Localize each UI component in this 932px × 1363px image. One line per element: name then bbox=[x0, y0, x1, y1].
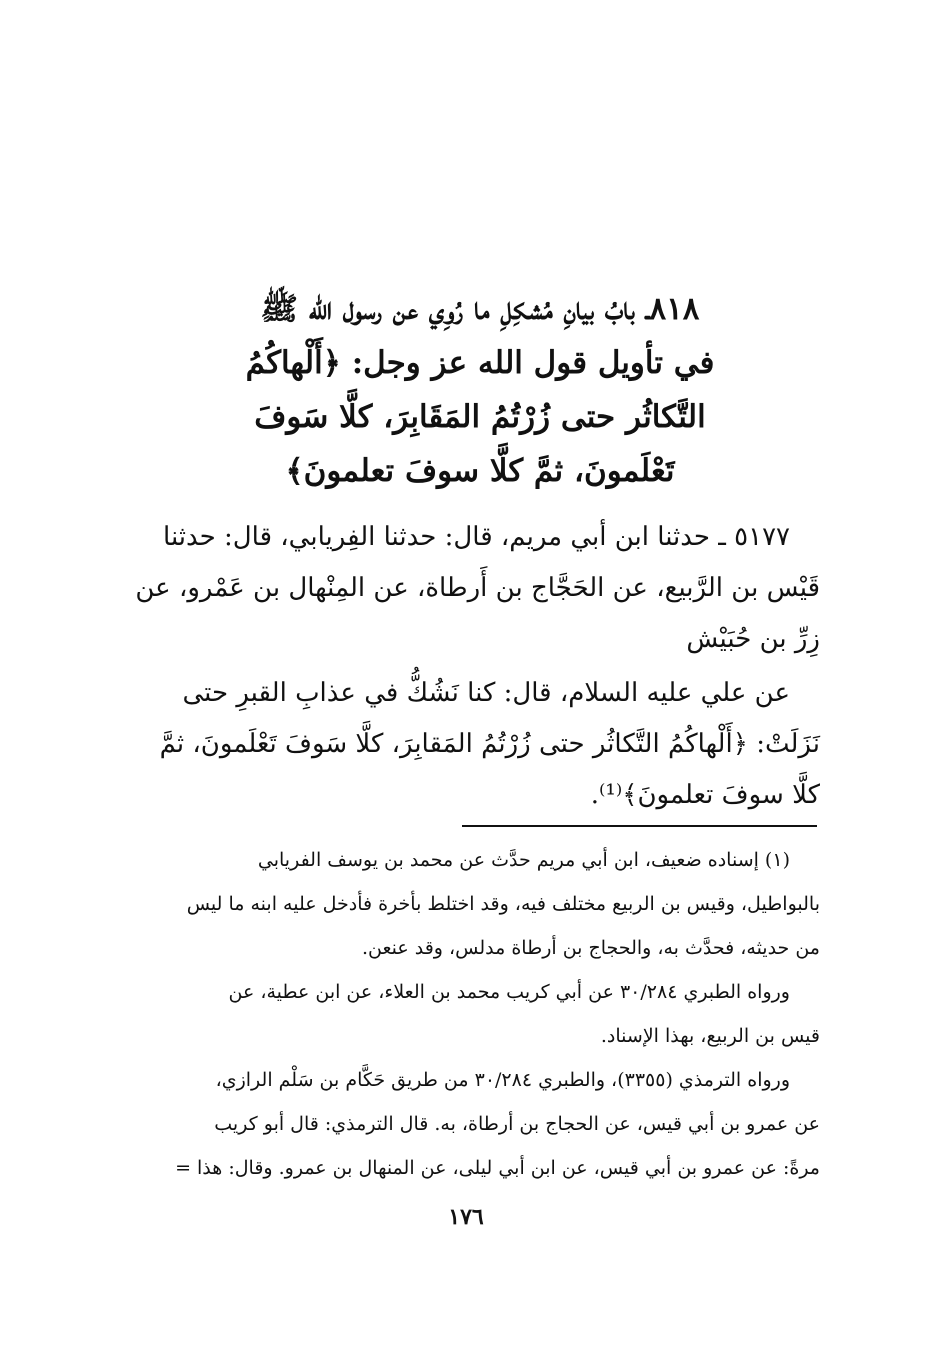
chapter-title bbox=[150, 282, 810, 498]
hadith-isnad bbox=[112, 512, 820, 665]
isnad-line: ٥١٧٧ ـ حدثنا ابن أبي مريم، قال: حدثنا الفِريابي، قال: حدثنا bbox=[163, 522, 790, 552]
hadith-matn bbox=[112, 668, 820, 821]
matn-line: نَزَلَتْ: ﴿أَلْهاكُمُ التَّكاثُر حتى زُرْتُمُ المَقابِرَ، كلَّا سَوفَ تَعْلَمونَ، ثمَّ bbox=[159, 729, 820, 759]
footnotes bbox=[112, 838, 820, 1190]
matn-line: كلَّا سوفَ تعلمونَ﴾⁽¹⁾. bbox=[590, 780, 820, 810]
isnad-line: زِرِّ بن حُبَيْش bbox=[686, 624, 820, 654]
isnad-line: قَيْس بن الرَّبيع، عن الحَجَّاج بن أَرطاة، عن المِنْهال بن عَمْرو، عن bbox=[135, 573, 820, 603]
footnote-line: بالبواطيل، وقيس بن الربيع مختلف فيه، وقد اختلط بأخرة فأدخل عليه ابنه ما ليس bbox=[186, 893, 820, 915]
chapter-title-line: تَعْلَمونَ، ثمَّ كلَّا سوفَ تعلمونَ﴾ bbox=[285, 453, 675, 489]
footnote-divider bbox=[462, 825, 817, 827]
page-number: ١٧٦ bbox=[448, 1204, 484, 1230]
footnote-line: مرةً: عن عمرو بن أبي قيس، عن ابن أبي ليلى، عن المنهال بن عمرو. وقال: هذا = bbox=[175, 1157, 820, 1179]
matn-line: عن علي عليه السلام، قال: كنا نَشُكُّ في عذابِ القبرِ حتى bbox=[182, 678, 790, 708]
footnote-line: عن عمرو بن أبي قيس، عن الحجاج بن أرطاة، به. قال الترمذي: قال أبو كريب bbox=[214, 1113, 820, 1135]
footnote-line: ورواه الترمذي (٣٣٥٥)، والطبري ٣٠/٢٨٤ من طريق حَكَّام بن سَلْم الرازي، bbox=[215, 1069, 790, 1091]
footnote-line: من حديثه، فحدَّث به، والحجاج بن أرطاة مدلس، وقد عنعن. bbox=[361, 937, 820, 959]
footnote-line: قيس بن الربيع، بهذا الإسناد. bbox=[600, 1025, 820, 1047]
footnote-line: (١) إسناده ضعيف، ابن أبي مريم حدَّث عن محمد بن يوسف الفريابي bbox=[257, 849, 790, 871]
chapter-title-line: التَّكاثُر حتى زُرْتُمُ المَقَابِرَ، كلَّا سَوفَ bbox=[254, 399, 706, 435]
chapter-title-line: ٨١٨ـ بابُ بيانِ مُشكِلِ ما رُوِي عن رسول الله ﷺ bbox=[260, 291, 700, 327]
footnote-line: ورواه الطبري ٣٠/٢٨٤ عن أبي كريب محمد بن العلاء، عن ابن عطية، عن bbox=[228, 981, 790, 1003]
chapter-title-line: في تأويل قول الله عز وجل: ﴿أَلْهاكُمُ bbox=[245, 345, 715, 381]
